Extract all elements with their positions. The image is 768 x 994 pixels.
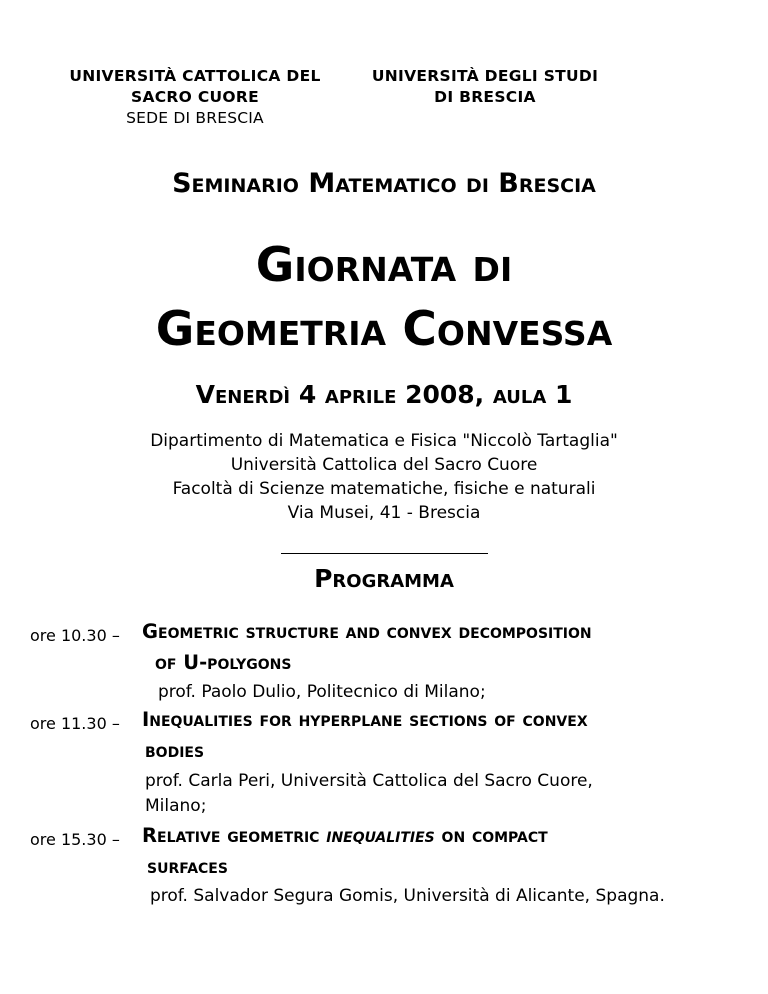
- program-item-2-time: ore 11.30 –: [30, 714, 120, 733]
- program-item-2-speaker-line1: prof. Carla Peri, Università Cattolica del Sacro Cuore,: [145, 771, 593, 791]
- header-left-line3: SEDE DI BRESCIA: [126, 109, 264, 127]
- divider-rule: [281, 553, 488, 554]
- address-line3: Facoltà di Scienze matematiche, fisiche e naturali: [172, 479, 596, 499]
- program-item-1-title-line1: Geometric structure and convex decomposition: [142, 620, 592, 643]
- program-item-3-title-part-b: inequalities: [326, 824, 435, 847]
- venue-address: [0, 429, 768, 525]
- seminar-title: Seminario Matematico di Brescia: [172, 168, 596, 199]
- program-item-2-title-line1: Inequalities for hyperplane sections of convex: [142, 708, 588, 731]
- program-item-3-title-part-a: Relative geometric: [142, 824, 327, 847]
- event-title-line1: Giornata di: [255, 238, 513, 293]
- program-item-1-speaker: prof. Paolo Dulio, Politecnico di Milano;: [158, 682, 486, 702]
- header-left-institution: [40, 66, 350, 129]
- program-item-3-title-part-c: on compact: [434, 824, 548, 847]
- program-item-3-title-line1: [142, 824, 548, 847]
- header-left-line1: UNIVERSITÀ CATTOLICA DEL: [69, 67, 321, 85]
- program-item-1-time: ore 10.30 –: [30, 626, 120, 645]
- event-title-line2: Geometria Convessa: [155, 302, 613, 357]
- program-item-3-speaker: prof. Salvador Segura Gomis, Università di Alicante, Spagna.: [150, 886, 665, 906]
- header-left-line2: SACRO CUORE: [130, 88, 259, 106]
- program-heading: Programma: [314, 564, 454, 593]
- header-right-line1: UNIVERSITÀ DEGLI STUDI: [371, 67, 599, 85]
- event-date: Venerdì 4 aprile 2008, aula 1: [195, 380, 573, 409]
- program-item-2-speaker-line2: Milano;: [145, 796, 207, 816]
- address-line1: Dipartimento di Matematica e Fisica "Niccolò Tartaglia": [150, 431, 618, 451]
- address-line2: Università Cattolica del Sacro Cuore: [230, 455, 538, 475]
- address-line4: Via Musei, 41 - Brescia: [287, 503, 481, 523]
- program-item-1-title-line2: of U-polygons: [155, 651, 292, 674]
- program-item-2-title-line2: bodies: [145, 739, 205, 762]
- header-right-institution: [350, 66, 620, 108]
- program-item-3-title-line2: surfaces: [147, 855, 228, 878]
- program-item-3-time: ore 15.30 –: [30, 830, 120, 849]
- header-right-line2: DI BRESCIA: [434, 88, 536, 106]
